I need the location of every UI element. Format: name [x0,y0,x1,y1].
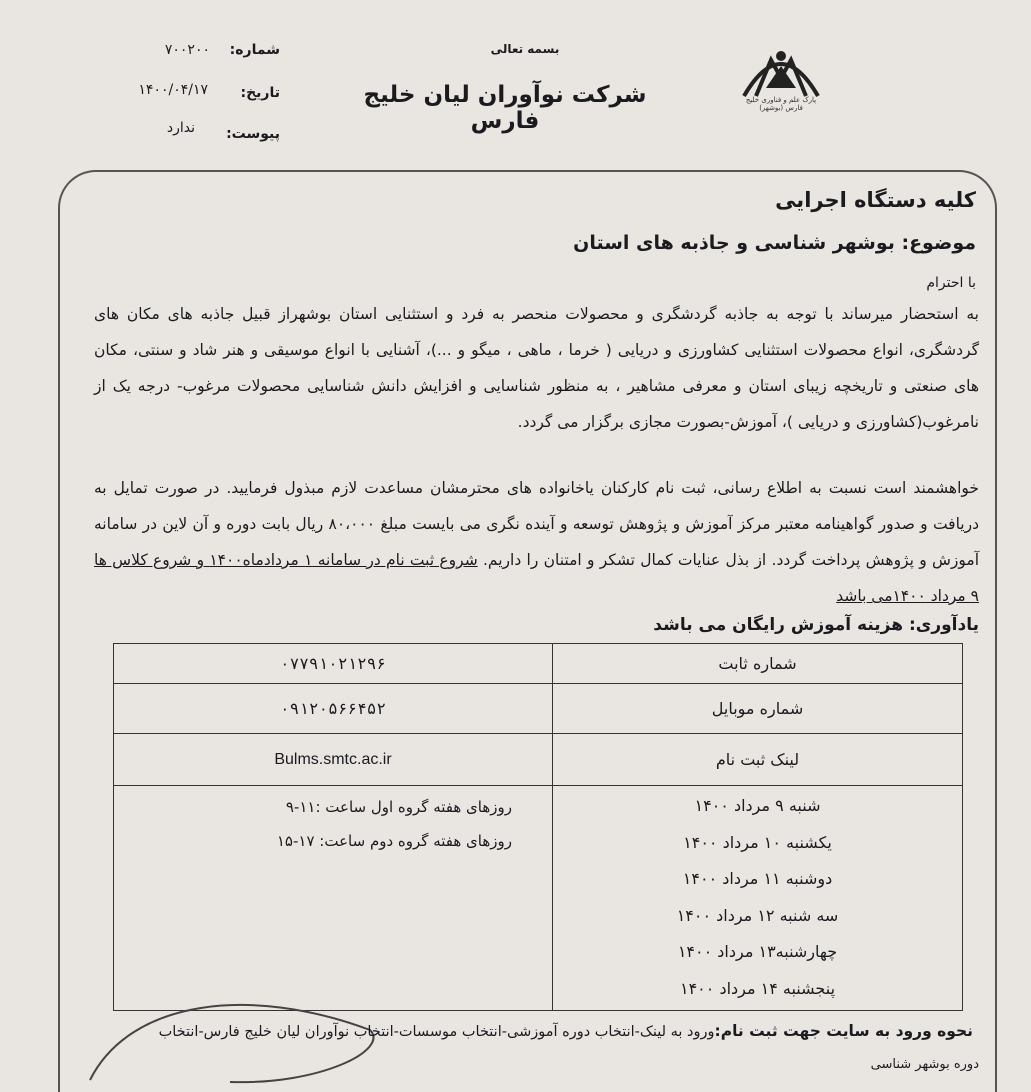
row-label: شماره ثابت [553,644,963,684]
list-item: یکشنبه ۱۰ مرداد ۱۴۰۰ [683,832,832,852]
recipient: کلیه دستگاه اجرایی [775,188,976,212]
list-item: دوشنبه ۱۱ مرداد ۱۴۰۰ [682,869,833,888]
date-label: تاریخ: [240,85,280,101]
class-groups [114,786,553,1011]
row-value: ۰۷۷۹۱۰۲۱۲۹۶ [114,644,553,684]
list-item: سه شنبه ۱۲ مرداد ۱۴۰۰ [676,905,839,925]
row-value: ۰۹۱۲۰۵۶۶۴۵۲ [114,684,553,734]
date-value: ۱۴۰۰/۰۴/۱۷ [138,82,208,98]
paragraph-1: به استحضار میرساند با توجه به جاذبه گردشگری و محصولات منحصر به فرد و استثنایی استان بوشهراز قبیل جاذبه های مکان های گردشگری، انواع محصولات استثنایی کشاورزی و دریایی ( خرما ، ماهی ، میگو و ...)، آشنایی با انواع موسیقی و هنر شاد و سنتی، مکان های صنعتی و تاریخچه زیبای استان و معرفی مشاهیر ، به منظور شناسایی و افزایش دانش شناسایی محصولات مرغوب- درجه یک از نامرغوب(کشاورزی و دریایی )، آموزش-بصورت مجازی برگزار می گردد. [94,305,979,431]
row-label: شماره موبایل [553,684,963,734]
how-to-text: ورود به لینک-انتخاب دوره آموزشی-انتخاب موسسات-انتخاب نوآوران لیان خلیج فارس-انتخاب [158,1024,715,1040]
logo-caption: پارک علم و فناوری خلیج فارس (بوشهر) [745,96,817,112]
table-row [114,734,963,786]
list-item: روزهای هفته گروه اول ساعت :۱۱-۹ [285,798,512,816]
cost-note: یادآوری: هزینه آموزش رایگان می باشد [653,615,979,635]
row-label: لینک ثبت نام [553,734,963,786]
bismillah: بسمه تعالی [490,42,560,56]
paragraph-2 [94,470,979,614]
list-item: چهارشنبه۱۳ مرداد ۱۴۰۰ [677,942,838,961]
list-item: پنجشنبه ۱۴ مرداد ۱۴۰۰ [679,978,836,998]
how-to-label: نحوه ورود به سایت جهت ثبت نام: [714,1022,973,1040]
registration-link[interactable]: Bulms.smtc.ac.ir [114,734,553,786]
greeting: با احترام [926,275,976,291]
attachment-value: ندارد [166,120,195,136]
list-item: شنبه ۹ مرداد ۱۴۰۰ [694,796,821,815]
signature-scribble [70,990,400,1090]
registration-dates-text: شروع ثبت نام در سامانه ۱ مردادماه۱۴۰۰ و شروع کلاس ها ۹ مرداد ۱۴۰۰می باشد [94,551,979,605]
list-item: روزهای هفته گروه دوم ساعت: ۱۷-۱۵ [276,832,512,850]
number-value: ۷۰۰۲۰۰ [164,42,210,58]
number-label: شماره: [229,42,280,58]
table-row [114,644,963,684]
class-dates [553,786,963,1011]
table-row [114,786,963,1011]
attachment-label: پیوست: [226,126,280,142]
company-name: شرکت نوآوران لیان خلیج فارس [363,82,647,134]
how-to-continued: دوره بوشهر شناسی [870,1057,979,1072]
how-to-register [23,1022,973,1040]
subject: موضوع: بوشهر شناسی و جاذبه های استان [573,232,976,254]
info-table [113,643,963,1011]
paragraph-2-text: خواهشمند است نسبت به اطلاع رسانی، ثبت نام کارکنان یاخانواده های محترمشان مساعدت لازم مبذول فرمایید. در صورت تمایل به دریافت و صدور گواهینامه معتبر مرکز آموزش و پژوهش توسعه و آینده نگری می بایست مبلغ ۸۰،۰۰۰ ریال بابت دوره و آن لاین در سامانه آموزش و پژوهش پرداخت گردد. از بذل عنایات کمال تشکر و امتنان را داریم. [94,479,980,569]
table-row [114,684,963,734]
